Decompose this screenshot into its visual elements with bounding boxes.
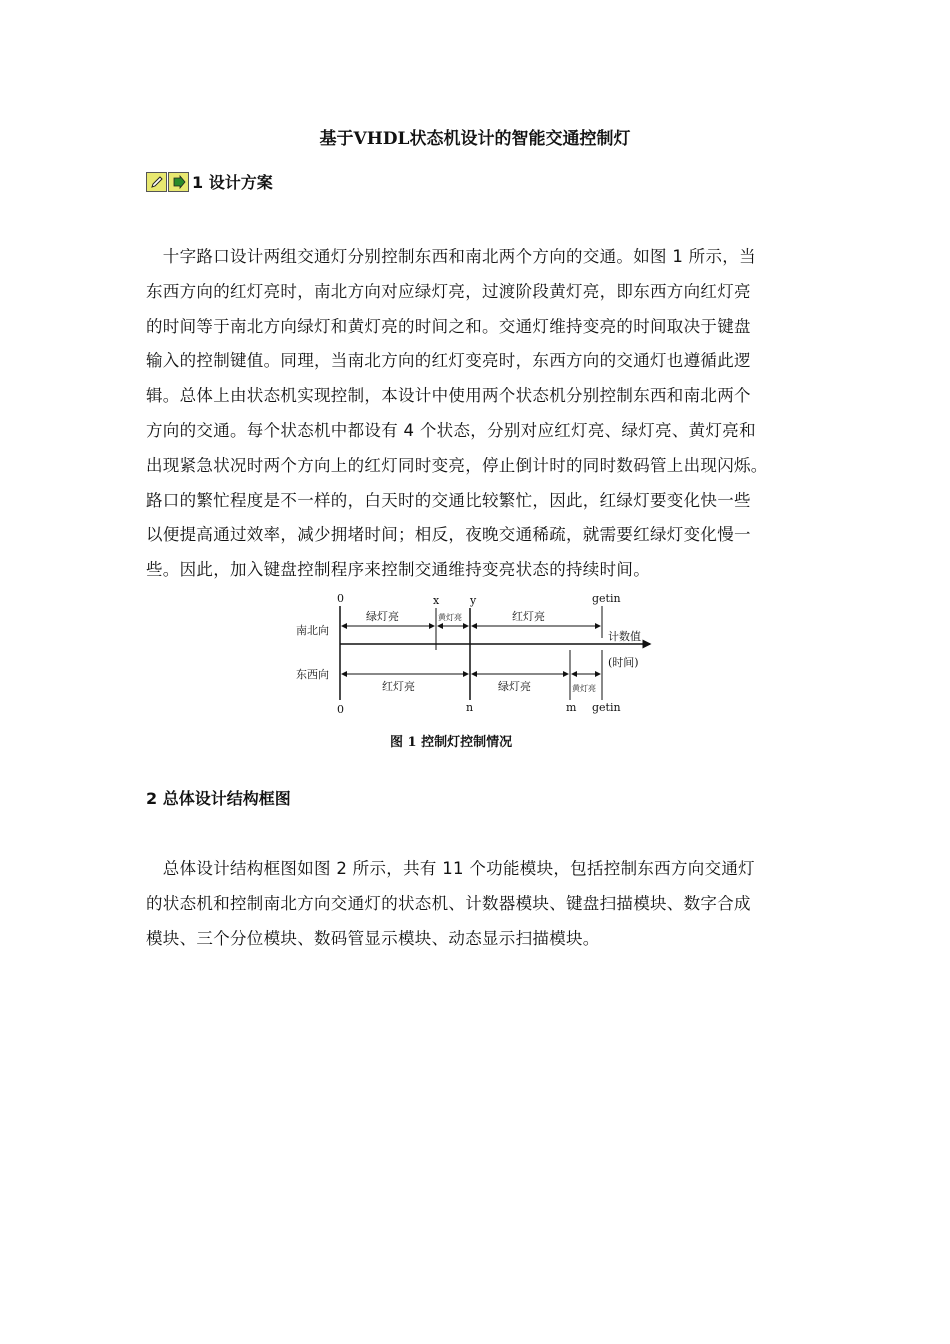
paragraph-line: 总体设计结构框图如图 2 所示，共有 11 个功能模块，包括控制东西方向交通灯 [146, 859, 755, 878]
heading-icons [146, 172, 190, 192]
section-heading-overall-structure [146, 786, 291, 809]
segment-ns-yellow: 黄灯亮 [438, 613, 462, 622]
paragraph-line: 十字路口设计两组交通灯分别控制东西和南北两个方向的交通。如图 1 所示，当 [146, 247, 756, 266]
tick-label-top-0: 0 [337, 592, 344, 605]
tick-label-top-x: x [433, 594, 440, 607]
segment-ew-green: 绿灯亮 [498, 680, 531, 693]
paragraph-line: 输入的控制键值。同理，当南北方向的红灯变亮时，东西方向的交通灯也遵循此逻 [146, 351, 751, 371]
tick-label-bottom-0: 0 [337, 703, 344, 716]
arrow-icon [168, 172, 189, 192]
paragraph-line: 辑。总体上由状态机实现控制，本设计中使用两个状态机分别控制东西和南北两个 [146, 386, 751, 406]
paragraph-line: 方向的交通。每个状态机中都设有 4 个状态，分别对应红灯亮、绿灯亮、黄灯亮和 [146, 420, 756, 440]
paragraph-line: 些。因此，加入键盘控制程序来控制交通维持变亮状态的持续时间。 [146, 560, 650, 580]
segment-ns-red: 红灯亮 [512, 610, 545, 623]
segment-ew-yellow: 黄灯亮 [572, 684, 596, 693]
tick-label-bottom-n: n [466, 701, 474, 714]
pencil-icon [146, 172, 167, 192]
axis-label: 计数值 [608, 630, 641, 643]
segment-ns-green: 绿灯亮 [366, 610, 399, 623]
paragraph-line: 出现紧急状况时两个方向上的红灯同时变亮，停止倒计时的同时数码管上出现闪烁。 [146, 455, 768, 475]
paragraph-line: 模块、三个分位模块、数码管显示模块、动态显示扫描模块。 [146, 928, 600, 948]
paragraph-line: 的时间等于南北方向绿灯和黄灯亮的时间之和。交通灯维持变亮的时间取决于键盘 [146, 316, 751, 336]
tick-label-top-y: y [470, 594, 477, 607]
section1-paragraph [146, 240, 822, 588]
section-heading-design-plan [146, 170, 273, 193]
section-heading-label: 1 设计方案 [192, 173, 273, 192]
section-heading-label: 2 总体设计结构框图 [146, 789, 291, 808]
section2-paragraph [146, 852, 822, 956]
paragraph-line: 以便提高通过效率，减少拥堵时间；相反，夜晚交通稀疏，就需要红绿灯变化慢一 [146, 525, 751, 545]
row-label-east-west: 东西向 [296, 668, 329, 681]
tick-label-top-getin: getin [592, 592, 621, 605]
figure-caption: 图 1 控制灯控制情况 [390, 735, 513, 750]
axis-unit: (时间) [608, 656, 639, 669]
row-label-north-south: 南北向 [296, 624, 329, 637]
tick-label-bottom-getin: getin [592, 701, 621, 714]
document-title: 基于VHDL状态机设计的智能交通控制灯 [319, 129, 631, 149]
tick-label-bottom-m: m [566, 701, 577, 714]
paragraph-line: 的状态机和控制南北方向交通灯的状态机、计数器模块、键盘扫描模块、数字合成 [146, 893, 751, 913]
paragraph-line: 路口的繁忙程度是不一样的，白天时的交通比较繁忙，因此，红绿灯要变化快一些 [146, 490, 751, 510]
figure-1-timing-diagram [290, 588, 670, 758]
paragraph-line: 东西方向的红灯亮时，南北方向对应绿灯亮，过渡阶段黄灯亮，即东西方向红灯亮 [146, 281, 751, 301]
segment-ew-red: 红灯亮 [382, 680, 415, 693]
